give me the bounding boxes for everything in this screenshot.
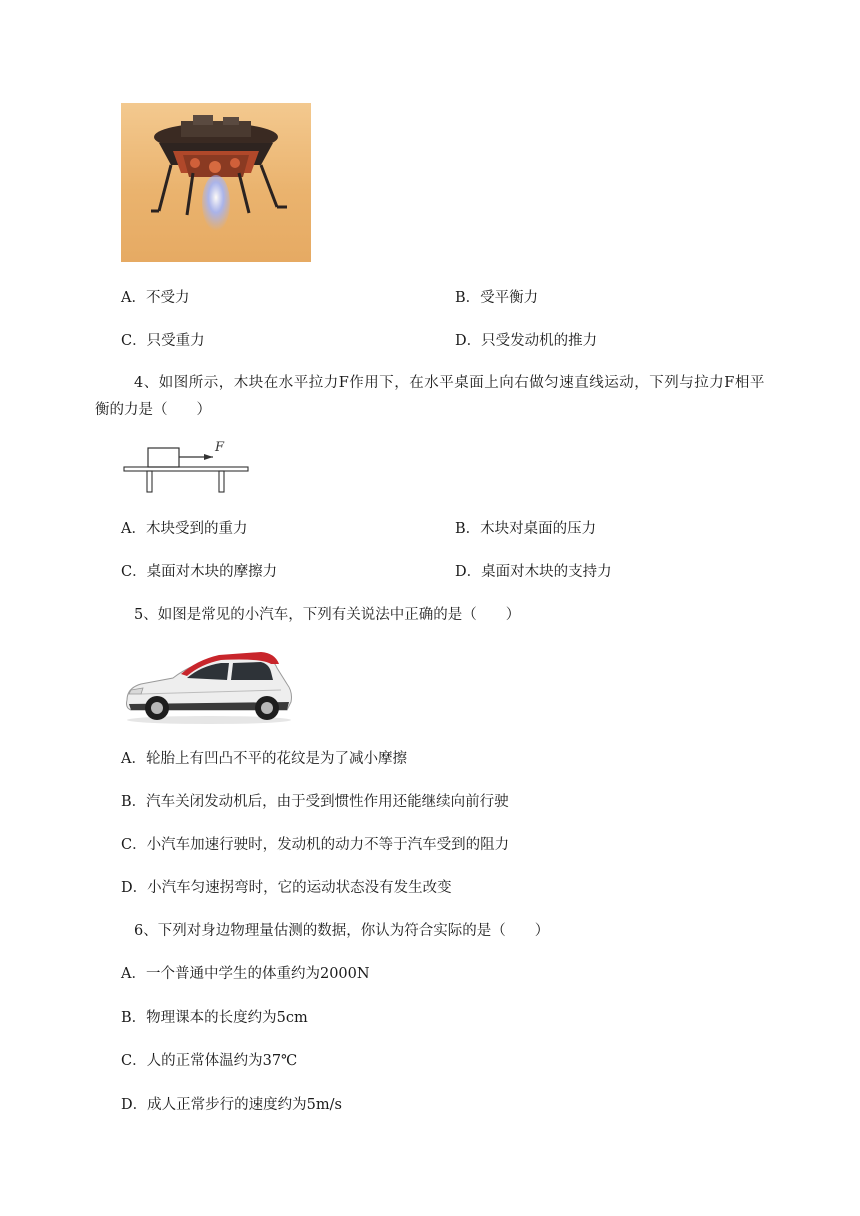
q3-option-a: A．不受力 xyxy=(121,290,190,306)
q6-option-a: A．一个普通中学生的体重约为2000N xyxy=(121,966,370,982)
car-image xyxy=(121,644,296,726)
q5-option-b: B．汽车关闭发动机后，由于受到惯性作用还能继续向前行驶 xyxy=(121,794,509,810)
table-leg-left xyxy=(147,471,152,492)
q4-option-b: B．木块对桌面的压力 xyxy=(455,521,597,537)
q5-stem: 5、如图是常见的小汽车，下列有关说法中正确的是（ ） xyxy=(134,607,521,623)
q5-option-d: D．小汽车匀速拐弯时，它的运动状态没有发生改变 xyxy=(121,880,452,896)
force-arrow-head xyxy=(204,454,213,460)
q6-stem: 6、下列对身边物理量估测的数据，你认为符合实际的是（ ） xyxy=(134,923,550,939)
q3-option-c: C．只受重力 xyxy=(121,333,205,349)
q4-option-a: A．木块受到的重力 xyxy=(121,521,248,537)
q6-option-c: C．人的正常体温约为37℃ xyxy=(121,1053,298,1069)
q6-option-b: B．物理课本的长度约为5cm xyxy=(121,1010,308,1026)
table-leg-right xyxy=(219,471,224,492)
q4-option-c: C．桌面对木块的摩擦力 xyxy=(121,564,278,580)
mars-lander-image xyxy=(121,103,311,262)
wood-block xyxy=(148,448,179,467)
q3-option-b: B．受平衡力 xyxy=(455,290,539,306)
q4-option-d: D．桌面对木块的支持力 xyxy=(455,564,612,580)
q3-option-d: D．只受发动机的推力 xyxy=(455,333,598,349)
block-on-table-figure xyxy=(121,435,251,497)
q5-option-a: A．轮胎上有凹凸不平的花纹是为了减小摩擦 xyxy=(121,751,407,767)
mars-lander-illustration xyxy=(121,103,311,262)
q6-option-d: D．成人正常步行的速度约为5m/s xyxy=(121,1097,342,1113)
force-label: F xyxy=(215,440,225,455)
q4-stem-line1: 4、如图所示，木块在水平拉力F作用下，在水平桌面上向右做匀速直线运动，下列与拉力F相平 xyxy=(134,375,765,391)
table-top xyxy=(124,467,248,471)
q5-option-c: C．小汽车加速行驶时，发动机的动力不等于汽车受到的阻力 xyxy=(121,837,510,853)
q4-stem-line2: 衡的力是（ ） xyxy=(95,402,211,418)
